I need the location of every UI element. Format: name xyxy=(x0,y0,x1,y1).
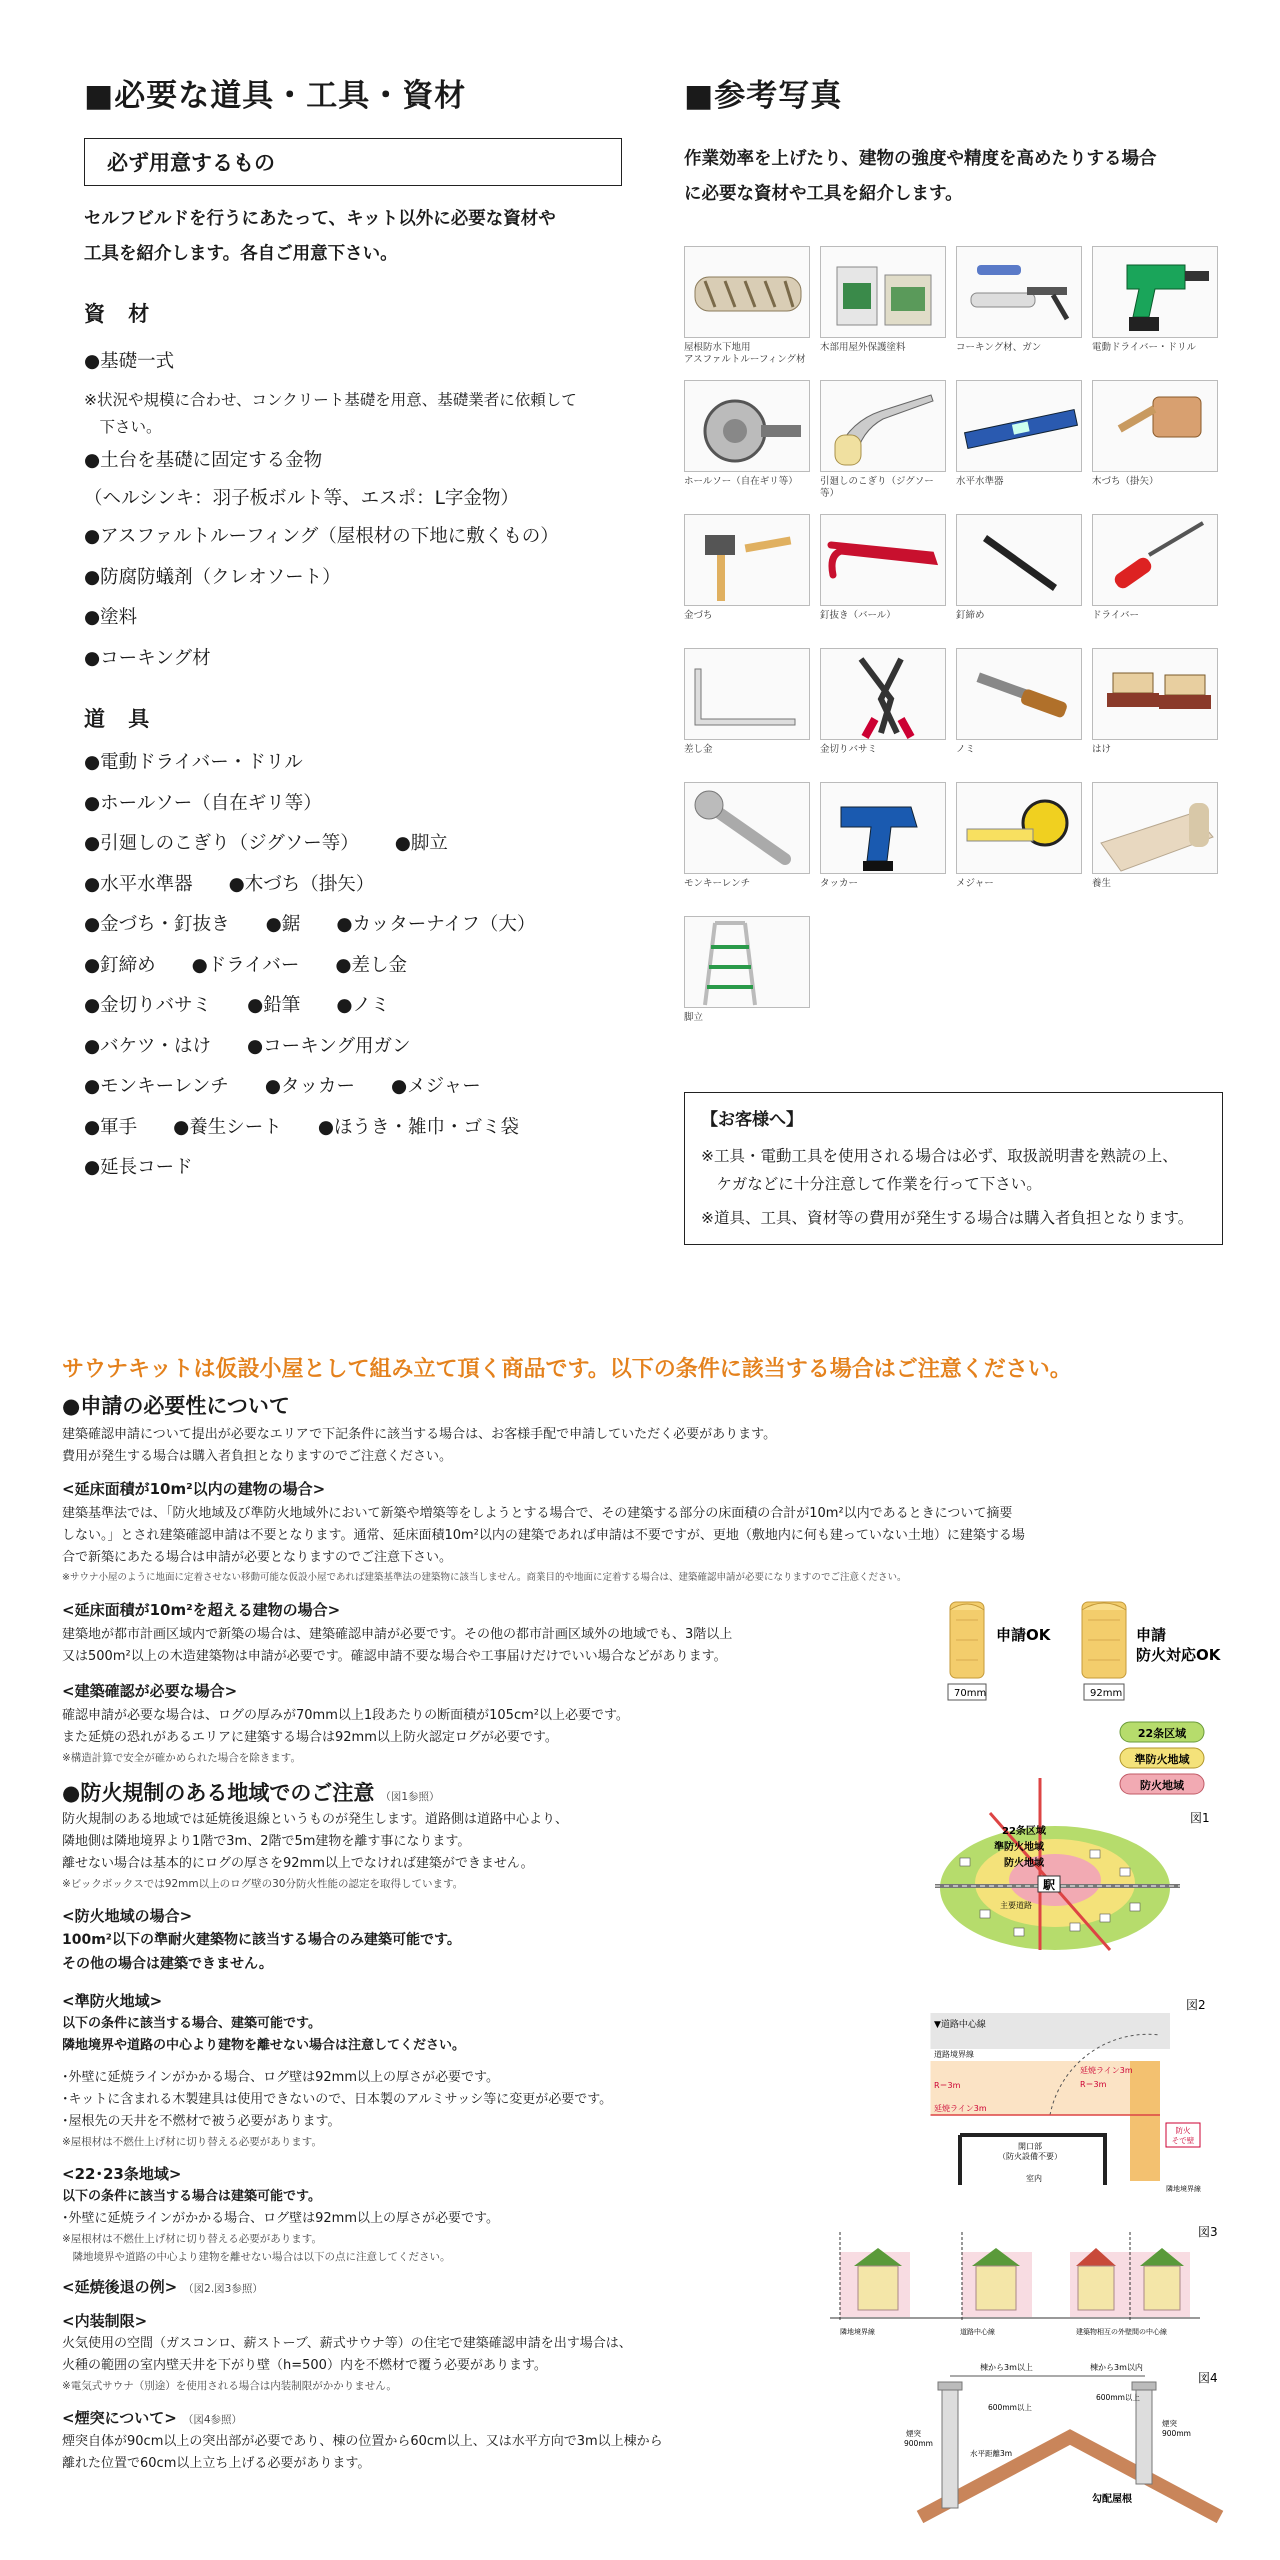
log-samples-figure xyxy=(940,1590,1230,1706)
list-item: ●タッカー xyxy=(264,1076,355,1098)
screwdriver-icon xyxy=(1092,514,1218,606)
wall-center-label: 建築物相互の外壁間の中心線 xyxy=(1076,2328,1167,2336)
map-label-22: 22条区域 xyxy=(1002,1826,1046,1837)
list-item: ●木づち（掛矢） xyxy=(228,873,375,895)
reference-photo xyxy=(820,380,946,500)
section-title: <建築確認が必要な場合> xyxy=(62,1682,238,1700)
tools-subheading: 道 具 xyxy=(84,707,158,731)
paragraph-line: 以下の条件に該当する場合、建築可能です。 xyxy=(62,2016,321,2031)
list-item: ●延長コード xyxy=(84,1157,193,1179)
list-item: ●引廻しのこぎり（ジグソー等） xyxy=(84,833,359,855)
list-item: ●防腐防蟻剤（クレオソート） xyxy=(84,566,341,588)
paragraph-line: その他の場合は建築できません。 xyxy=(62,1956,273,1972)
reference-photo xyxy=(820,782,946,890)
carpenter-square-icon xyxy=(684,648,810,740)
list-item: ●メジャー xyxy=(390,1076,481,1098)
chimney-600-label: 600mm以上 xyxy=(988,2403,1032,2412)
required-items-box: 必ず用意するもの xyxy=(84,138,622,186)
log1-label: 申請OK xyxy=(996,1626,1051,1644)
paragraph-line: 離せない場合は基本的にログの厚さを92mm以上でなければ建築ができません。 xyxy=(62,1856,534,1871)
paragraph-line: 建築基準法では、「防火地域及び準防火地域外において新築や増築等をしようとする場合で、その建築する部分の床面積の合計が10m²以内であるときについて摘要 xyxy=(62,1506,1013,1521)
note-line: ※ビックボックスでは92mm以上のログ壁の30分防火性能の認定を取得しています。 xyxy=(62,1878,464,1890)
reference-photo xyxy=(820,648,946,756)
left-intro xyxy=(84,202,556,272)
log2-label: 申請 xyxy=(1136,1626,1167,1644)
station-label: 駅 xyxy=(1042,1878,1056,1892)
left-intro-line: 工具を紹介します。各自ご用意下さい。 xyxy=(84,244,398,264)
fig1-label: 図1 xyxy=(1190,1811,1210,1825)
reference-photo xyxy=(684,648,810,756)
staple-gun-icon xyxy=(820,782,946,874)
hammer-icon xyxy=(684,514,810,606)
spirit-level-icon xyxy=(956,380,1082,472)
zone-legend-fire: 防火地域 xyxy=(1140,1779,1184,1792)
wrench-icon xyxy=(684,782,810,874)
keyhole-saw-icon xyxy=(820,380,946,472)
zone-legend-22: 22条区域 xyxy=(1137,1727,1187,1740)
power-drill-icon xyxy=(1092,246,1218,338)
road-boundary-label: 道路境界線 xyxy=(934,2050,974,2059)
reference-photo xyxy=(1092,514,1218,622)
list-item: ●鉛筆 xyxy=(247,995,301,1017)
section-title: <22･23条地域> xyxy=(62,2165,182,2183)
photo-caption: 木部用屋外保護塗料 xyxy=(820,342,906,353)
road-center-label: ▼道路中心線 xyxy=(934,2020,986,2030)
paragraph-line: 煙突自体が90cm以上の突出部が必要であり、棟の位置から60cm以上、又は水平方向で3m以上棟から xyxy=(62,2434,663,2449)
list-item: ●ほうき・雑巾・ゴミ袋 xyxy=(317,1116,519,1138)
list-item: ●脚立 xyxy=(394,833,448,855)
list-item: ●ホールソー（自在ギリ等） xyxy=(84,792,322,814)
caulking-gun-icon xyxy=(956,246,1082,338)
pitched-roof-label: 勾配屋根 xyxy=(1092,2494,1132,2505)
reference-photo xyxy=(820,246,946,354)
photo-caption: メジャー xyxy=(956,878,994,889)
chimney-distance-label: 棟から3m以内 xyxy=(1090,2363,1143,2372)
section-title: <内装制限> xyxy=(62,2312,148,2330)
fig3-label: 図3 xyxy=(1198,2225,1218,2239)
section-title: <準防火地域> xyxy=(62,1992,163,2010)
reference-photo xyxy=(684,380,810,488)
chimney-level-label: 水平距離3m xyxy=(970,2449,1013,2458)
fire-heading: ●防火規制のある地域でのご注意 xyxy=(62,1781,375,1805)
paragraph-line: ･外壁に延焼ラインがかかる場合、ログ壁は92mm以上の厚さが必要です。 xyxy=(62,2211,499,2226)
main-road-label: 主要道路 xyxy=(1000,1901,1032,1910)
list-item: ●コーキング用ガン xyxy=(246,1035,411,1057)
photo-caption: ホールソー（自在ギリ等） xyxy=(684,476,798,487)
reference-photo xyxy=(684,782,810,890)
reference-photo xyxy=(956,380,1082,488)
brush-icon xyxy=(1092,648,1218,740)
fig4-label: 図4 xyxy=(1198,2371,1218,2385)
photo-caption: 釘抜き（バール） xyxy=(820,610,896,621)
paragraph-line: 防火規制のある地域では延焼後退線というものが発生します。道路側は道路中心より、 xyxy=(62,1812,568,1827)
chimney-height-label: 900mm xyxy=(904,2439,933,2448)
photo-caption: 差し金 xyxy=(684,744,713,755)
reference-photo xyxy=(684,514,810,622)
list-item: ●養生シート xyxy=(173,1116,282,1138)
map-label-fire: 防火地域 xyxy=(1004,1858,1044,1869)
list-item: ●金づち・釘抜き xyxy=(84,914,230,936)
section-title: <延床面積が10m²以内の建物の場合> xyxy=(62,1480,326,1498)
reference-photo xyxy=(684,246,810,366)
list-item: ●モンキーレンチ xyxy=(84,1076,229,1098)
reference-photo xyxy=(956,782,1082,890)
right-intro xyxy=(684,142,1157,212)
list-item-note: 下さい。 xyxy=(84,417,162,436)
fire-wing-wall-label: そで壁 xyxy=(1171,2136,1195,2145)
hole-saw-icon xyxy=(684,380,810,472)
figure-ref: （図2.図3参照） xyxy=(183,2283,263,2295)
photo-caption: モンキーレンチ xyxy=(684,878,751,889)
tape-measure-icon xyxy=(956,782,1082,874)
reference-photo xyxy=(1092,246,1218,354)
photo-caption: 水平水準器 xyxy=(956,476,1004,487)
list-item: ●差し金 xyxy=(335,954,408,976)
list-item: ●鋸 xyxy=(265,914,301,936)
room-label: 室内 xyxy=(1026,2174,1042,2183)
setback-line-label: 延焼ライン3m xyxy=(934,2104,987,2113)
paragraph-line: 隣地境界や道路の中心より建物を離せない場合は注意してください。 xyxy=(62,2038,466,2053)
paragraph-line: ･キットに含まれる木製建具は使用できないので、日本製のアルミサッシ等に変更が必要です。 xyxy=(62,2092,613,2107)
list-item: ●アスファルトルーフィング（屋根材の下地に敷くもの） xyxy=(84,526,559,548)
zone-legend-semi: 準防火地域 xyxy=(1134,1753,1190,1766)
paragraph-line: また延焼の恐れがあるエリアに建築する場合は92mm以上防火認定ログが必要です。 xyxy=(62,1730,558,1745)
nail-set-icon xyxy=(956,514,1082,606)
chimney-height-label: 煙突 xyxy=(1162,2419,1177,2428)
house-example-icon xyxy=(1070,2232,1190,2322)
log1-size: 70mm xyxy=(954,1688,987,1699)
chimney-height-label: 煙突 xyxy=(906,2429,921,2438)
tin-snips-icon xyxy=(820,648,946,740)
log-92mm-icon xyxy=(1082,1602,1126,1700)
photo-caption: 電動ドライバー・ドリル xyxy=(1092,342,1197,353)
paragraph-line: 離れた位置で60cm以上立ち上げる必要があります。 xyxy=(62,2456,371,2471)
setback-examples-figure xyxy=(820,2222,1230,2342)
paragraph-line: 火種の範囲の室内壁天井を下がり壁（h=500）内を不燃材で覆う必要があります。 xyxy=(62,2358,547,2373)
list-item: ●軍手 xyxy=(84,1116,138,1138)
reference-photo xyxy=(956,648,1082,756)
fire-setback-figure xyxy=(930,1995,1230,2195)
reference-photo xyxy=(1092,782,1218,890)
neighbor-boundary-label: 隣地境界線 xyxy=(1166,2185,1201,2193)
list-item: ●基礎一式 xyxy=(84,351,175,373)
customer-notice-line: ※工具・電動工具を使用される場合は必ず、取扱説明書を熟読の上、 xyxy=(701,1147,1178,1165)
setback-r3-label: R＝3m xyxy=(934,2081,961,2090)
note-line: ※屋根材は不燃仕上げ材に切り替える必要があります。 xyxy=(62,2136,322,2148)
stepladder-icon xyxy=(684,916,810,1008)
chisel-icon xyxy=(956,648,1082,740)
paragraph-line: 以下の条件に該当する場合は建築可能です。 xyxy=(62,2189,321,2204)
road-center-label: 道路中心線 xyxy=(960,2328,995,2336)
reference-photo xyxy=(1092,380,1218,488)
zone-map-figure xyxy=(930,1718,1230,1953)
customer-notice-line: ※道具、工具、資材等の費用が発生する場合は購入者負担となります。 xyxy=(701,1209,1194,1227)
list-item: ●釘締め xyxy=(84,954,156,976)
section-title: <防火地域の場合> xyxy=(62,1907,193,1925)
reference-photo xyxy=(820,514,946,622)
log2-label: 防火対応OK xyxy=(1136,1646,1221,1664)
paragraph-line: ･外壁に延焼ラインがかかる場合、ログ壁は92mm以上の厚さが必要です。 xyxy=(62,2070,499,2085)
note-line: ※サウナ小屋のように地面に定着させない移動可能な仮設小屋であれば建築基準法の建築物に該当しません。商業目的や地面に定着する場合は、建築確認申請が必要になりますのでご注意ください。 xyxy=(62,1572,907,1583)
photo-caption: 木づち（掛矢） xyxy=(1092,476,1159,487)
list-item-note: ※状況や規模に合わせ、コンクリート基礎を用意、基礎業者に依頼して xyxy=(84,390,577,409)
materials-list xyxy=(84,340,577,677)
setback-r3-label: R＝3m xyxy=(1080,2080,1107,2089)
sauna-kit-headline: サウナキットは仮設小屋として組み立て頂く商品です。以下の条件に該当する場合はご注意ください。 xyxy=(62,1357,1072,1382)
photo-caption: 脚立 xyxy=(684,1012,704,1023)
paragraph-line: 又は500m²以上の木造建築物は申請が必要です。確認申請不要な場合や工事届けだけでいい場合などがあります。 xyxy=(62,1649,727,1664)
photos-heading: ■参考写真 xyxy=(684,78,843,114)
note-line: ※電気式サウナ（別途）を使用される場合は内装制限がかかりません。 xyxy=(62,2380,397,2392)
list-item: ●カッターナイフ（大） xyxy=(336,914,536,936)
list-item: ●塗料 xyxy=(84,607,138,629)
list-item: ●金切りバサミ xyxy=(84,995,212,1017)
reference-photo xyxy=(1092,648,1218,756)
paragraph-line: 建築地が都市計画区域内で新築の場合は、建築確認申請が必要です。その他の都市計画区域外の地域でも、3階以上 xyxy=(62,1627,733,1642)
paragraph-line: ･屋根先の天井を不燃材で被う必要があります。 xyxy=(62,2114,341,2129)
tools-list xyxy=(84,741,535,1187)
opening-label: （防火設備不要） xyxy=(998,2152,1062,2161)
list-item: ●ドライバー xyxy=(191,954,300,976)
chimney-distance-label: 棟から3m以上 xyxy=(980,2363,1033,2372)
roofing-roll-icon xyxy=(684,246,810,338)
paragraph-line: しない。」とされ建築確認申請は不要となります。通常、延床面積10m²以内の建築であれば申請は不要ですが、更地（敷地内に何も建っていない土地）に建築する場 xyxy=(62,1528,1025,1543)
chimney-height-label: 900mm xyxy=(1162,2429,1191,2438)
protective-sheet-icon xyxy=(1092,782,1218,874)
note-line: ※構造計算で安全が確かめられた場合を除きます。 xyxy=(62,1752,301,1764)
note-line: ※屋根材は不燃仕上げ材に切り替える必要があります。 xyxy=(62,2233,322,2245)
fire-wing-wall-label: 防火 xyxy=(1175,2126,1191,2135)
paragraph-line: 費用が発生する場合は購入者負担となりますのでご注意ください。 xyxy=(62,1449,453,1464)
photo-caption: 釘締め xyxy=(956,610,985,621)
paragraph-line: 確認申請が必要な場合は、ログの厚みが70mm以上1段あたりの断面積が105cm²以上必要です。 xyxy=(62,1708,629,1723)
left-intro-line: セルフビルドを行うにあたって、キット以外に必要な資材や xyxy=(84,209,556,229)
materials-heading: 資 材 xyxy=(84,302,158,326)
map-label-semi: 準防火地域 xyxy=(994,1842,1044,1853)
house-example-icon xyxy=(962,2232,1032,2322)
setback-line-label: 延焼ライン3m xyxy=(1080,2066,1133,2075)
photo-caption: コーキング材、ガン xyxy=(956,342,1042,353)
reference-photo xyxy=(956,246,1082,354)
section-title: <延床面積が10m²を超える建物の場合> xyxy=(62,1601,341,1619)
paragraph-line: 火気使用の空間（ガスコンロ、薪ストーブ、薪式サウナ等）の住宅で建築確認申請を出す場合は、 xyxy=(62,2336,632,2351)
reference-photo xyxy=(956,514,1082,622)
crowbar-icon xyxy=(820,514,946,606)
customer-notice xyxy=(684,1092,1223,1245)
list-item: （ヘルシンキ：羽子板ボルト等、エスポ：L字金物） xyxy=(84,488,519,509)
house-example-icon xyxy=(840,2232,910,2322)
photo-caption: 屋根防水下地用 アスファルトルーフィング材 xyxy=(684,342,806,365)
chimney-figure xyxy=(900,2352,1230,2527)
list-item: ●土台を基礎に固定する金物 xyxy=(84,449,323,471)
list-item: ●ノミ xyxy=(336,995,390,1017)
chimney-600-label: 600mm以上 xyxy=(1096,2393,1140,2402)
reference-photo xyxy=(684,916,810,1024)
section-title: <煙突について> xyxy=(62,2409,177,2427)
customer-notice-title: 【お客様へ】 xyxy=(701,1110,803,1130)
note-line: 隣地境界や道路の中心より建物を離せない場合は以下の点に注意してください。 xyxy=(62,2251,451,2263)
list-item: ●電動ドライバー・ドリル xyxy=(84,752,303,774)
log2-size: 92mm xyxy=(1090,1688,1123,1699)
paragraph-line: 100m²以下の準耐火建築物に該当する場合のみ建築可能です。 xyxy=(62,1932,461,1948)
neighbor-boundary-label: 隣地境界線 xyxy=(840,2328,875,2336)
photo-caption: ノミ xyxy=(956,744,976,755)
application-heading: ●申請の必要性について xyxy=(62,1394,290,1418)
photo-caption: ドライバー xyxy=(1092,610,1140,621)
opening-label: 開口部 xyxy=(1018,2142,1042,2151)
log-70mm-icon xyxy=(948,1602,986,1700)
list-item: ●バケツ・はけ xyxy=(84,1035,211,1057)
photo-caption: 養生 xyxy=(1092,878,1112,889)
photo-caption: タッカー xyxy=(820,878,859,889)
photo-caption: はけ xyxy=(1092,744,1112,755)
right-intro-line: 作業効率を上げたり、建物の強度や精度を高めたりする場合 xyxy=(684,149,1157,169)
section-title: <延焼後退の例> xyxy=(62,2278,178,2296)
paragraph-line: 建築確認申請について提出が必要なエリアで下記条件に該当する場合は、お客様手配で申請していただく必要があります。 xyxy=(62,1427,777,1442)
fig2-label: 図2 xyxy=(1186,1998,1206,2012)
paint-can-icon xyxy=(820,246,946,338)
customer-notice-line: ケガなどに十分注意して作業を行って下さい。 xyxy=(701,1175,1042,1193)
right-intro-line: に必要な資材や工具を紹介します。 xyxy=(684,184,963,204)
list-item: ●コーキング材 xyxy=(84,647,211,669)
tools-heading: ■必要な道具・工具・資材 xyxy=(84,78,467,114)
photo-caption: 金づち xyxy=(684,610,713,621)
photo-caption: 金切りバサミ xyxy=(820,744,878,755)
paragraph-line: 合で新築にあたる場合は申請が必要となりますのでご注意下さい。 xyxy=(62,1550,453,1565)
figure-ref: （図1参照） xyxy=(380,1791,440,1803)
list-item: ●水平水準器 xyxy=(84,873,193,895)
figure-ref: （図4参照） xyxy=(182,2414,243,2426)
mallet-icon xyxy=(1092,380,1218,472)
paragraph-line: 隣地側は隣地境界より1階で3m、2階で5m建物を離す事になります。 xyxy=(62,1834,471,1849)
photo-caption: 引廻しのこぎり（ジグソー等） xyxy=(820,476,934,499)
